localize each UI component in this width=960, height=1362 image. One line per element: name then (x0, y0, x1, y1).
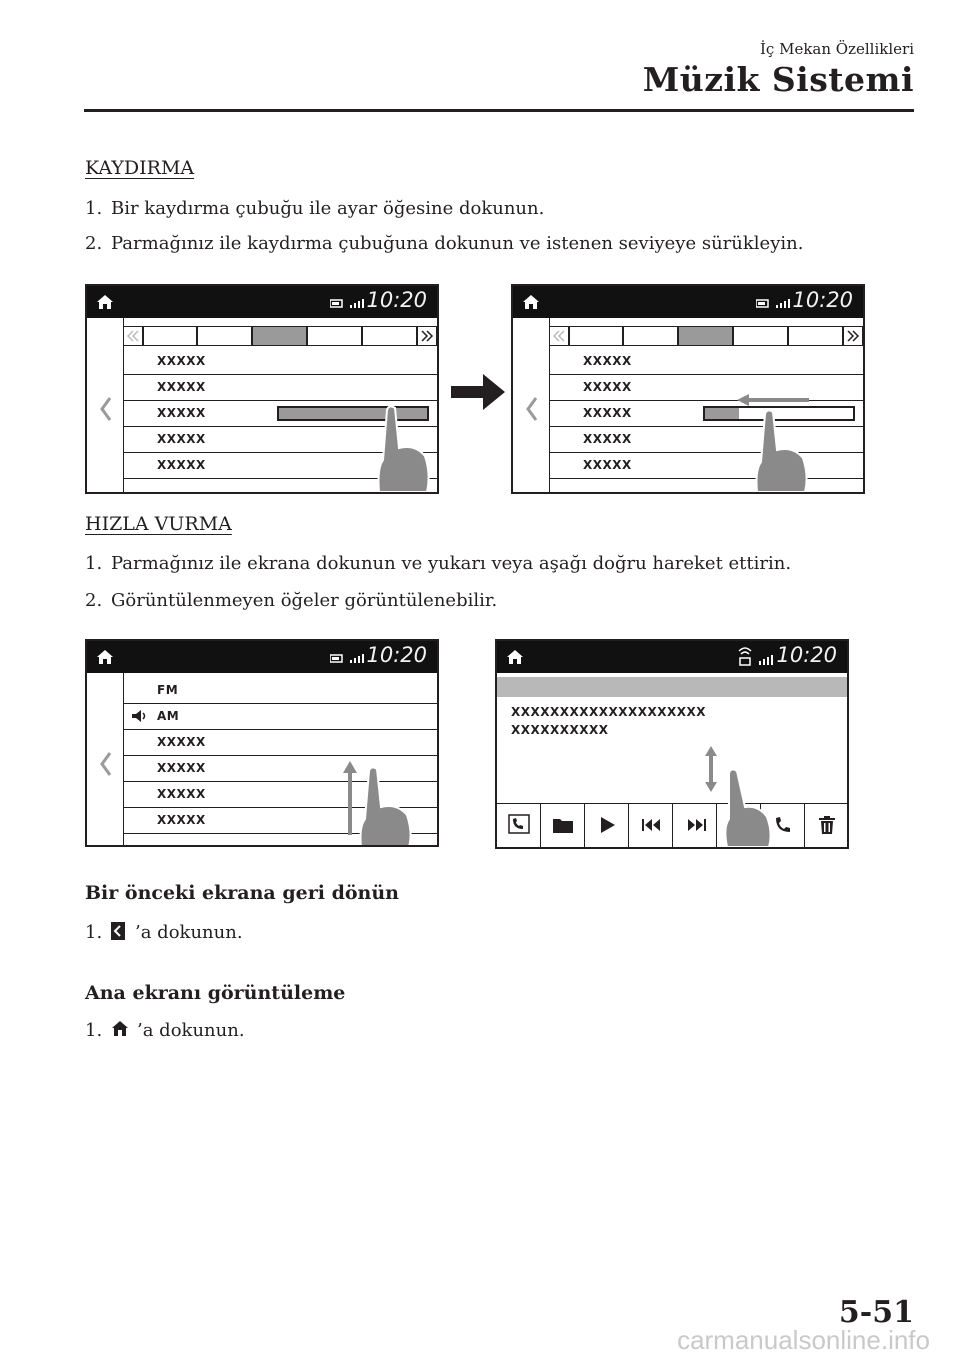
tab-scroll-right[interactable] (843, 326, 863, 346)
tab[interactable] (569, 326, 623, 346)
tab-scroll-left[interactable] (123, 326, 143, 346)
skip-forward-icon (685, 818, 707, 832)
status-bar (497, 641, 847, 673)
radio-list-screen (85, 639, 439, 847)
page-number: 5-51 (838, 1295, 914, 1330)
tab[interactable] (788, 326, 843, 346)
list-item-label: XXXXX (157, 380, 206, 394)
finger-icon (721, 767, 775, 849)
tab[interactable] (143, 326, 197, 346)
finger-icon (753, 408, 811, 494)
tab-selected[interactable] (678, 326, 733, 346)
clock: 10:20 (776, 643, 837, 667)
list-item-label: XXXXX (157, 458, 206, 472)
back-column[interactable] (87, 318, 124, 492)
media-title-bar (497, 677, 847, 697)
back-chevron-icon[interactable] (99, 396, 113, 422)
status-bar (87, 641, 437, 673)
list-item-label: XXXXX (157, 406, 206, 420)
clock: 10:20 (366, 288, 427, 312)
tab-scroll-left[interactable] (549, 326, 569, 346)
list-item[interactable] (549, 374, 863, 401)
step-number: 2. (85, 233, 103, 254)
step-text: Görüntülenmeyen öğeler görüntülenebilir. (111, 590, 498, 611)
tab[interactable] (197, 326, 252, 346)
finger-icon (357, 765, 415, 847)
list-item-fm[interactable] (123, 677, 437, 704)
tab[interactable] (307, 326, 362, 346)
clock: 10:20 (792, 288, 853, 312)
delete-button[interactable] (805, 803, 847, 847)
phone-media-button[interactable] (497, 803, 541, 847)
tab[interactable] (362, 326, 417, 346)
list-item[interactable] (549, 426, 863, 453)
back-column[interactable] (513, 318, 550, 492)
back-heading: Bir önceki ekrana geri dönün (85, 882, 399, 904)
phone-icon (773, 815, 795, 835)
double-chevron-left-icon (124, 327, 142, 345)
list-item-label: XXXXX (157, 813, 206, 827)
list-item-label: XXXXX (157, 735, 206, 749)
list-item-am[interactable] (123, 703, 437, 730)
header-rule (84, 109, 914, 112)
flick-step-1 (85, 553, 791, 574)
step-text: ’a dokunun. (135, 922, 243, 943)
back-column[interactable] (87, 673, 124, 845)
play-icon (599, 815, 617, 835)
list-item[interactable] (549, 452, 863, 479)
home-icon[interactable] (505, 648, 525, 666)
home-icon[interactable] (95, 648, 115, 666)
step-number: 2. (85, 590, 103, 611)
step-number: 1. (85, 1020, 103, 1041)
step-number: 1. (85, 198, 103, 219)
home-step-1 (85, 1020, 245, 1041)
wifi-signal-icon (737, 645, 781, 669)
list-item[interactable] (549, 348, 863, 375)
scroll-heading: KAYDIRMA (85, 157, 195, 179)
skip-back-icon (641, 818, 663, 832)
step-text: Parmağınız ile ekrana dokunun ve yukarı veya aşağı doğru hareket ettirin. (111, 553, 792, 574)
list-item-label: XXXXX (583, 380, 632, 394)
home-heading: Ana ekranı görüntüleme (85, 982, 346, 1004)
folder-button[interactable] (541, 803, 585, 847)
list-item-label: FM (157, 683, 179, 697)
home-button-icon (111, 1020, 129, 1038)
double-chevron-right-icon (418, 327, 436, 345)
back-button-icon (111, 922, 125, 940)
tab-selected[interactable] (252, 326, 307, 346)
list-item-label: XXXXX (157, 354, 206, 368)
tab-scroll-right[interactable] (417, 326, 437, 346)
media-player-screen (495, 639, 849, 849)
tab[interactable] (623, 326, 678, 346)
step-text: Bir kaydırma çubuğu ile ayar öğesine dokunun. (111, 198, 545, 219)
back-chevron-icon[interactable] (525, 396, 539, 422)
flick-step-2 (85, 590, 497, 611)
list-item[interactable] (123, 729, 437, 756)
step-text: ’a dokunun. (137, 1020, 245, 1041)
flick-updown-arrow-icon (703, 745, 719, 793)
home-icon[interactable] (521, 293, 541, 311)
list-item-label: XXXXX (157, 787, 206, 801)
finger-icon (375, 404, 433, 494)
back-step-1 (85, 922, 243, 943)
list-item-label: XXXXX (583, 406, 632, 420)
page-title: Müzik Sistemi (642, 60, 914, 99)
step-number: 1. (85, 922, 103, 943)
transition-arrow-icon (449, 372, 507, 412)
step-number: 1. (85, 553, 103, 574)
phone-media-icon (507, 813, 531, 835)
list-item-label: XXXXX (157, 432, 206, 446)
next-track-button[interactable] (673, 803, 717, 847)
battery-signal-icon (330, 298, 370, 310)
speaker-icon (131, 709, 147, 723)
trash-icon (817, 815, 837, 835)
scroll-screen-before (85, 284, 439, 494)
list-item-slider[interactable] (549, 400, 863, 427)
home-icon[interactable] (95, 293, 115, 311)
flick-heading: HIZLA VURMA (85, 513, 232, 535)
list-item-label: XXXXX (583, 354, 632, 368)
watermark: carmanualsonline.info (677, 1325, 930, 1355)
clock: 10:20 (366, 643, 427, 667)
battery-signal-icon (330, 653, 370, 665)
status-bar (513, 286, 863, 318)
folder-icon (551, 815, 575, 835)
double-chevron-left-icon (550, 327, 568, 345)
battery-signal-icon (756, 298, 796, 310)
list-item-label: XXXXX (157, 761, 206, 775)
step-text: Parmağınız ile kaydırma çubuğuna dokunun ve istenen seviyeye sürükleyin. (111, 233, 804, 254)
status-bar (87, 286, 437, 318)
previous-track-button[interactable] (629, 803, 673, 847)
slider-fill (705, 408, 739, 419)
media-track-artist: XXXXXXXXXX (511, 723, 609, 737)
list-item[interactable] (123, 374, 437, 401)
list-item[interactable] (123, 348, 437, 375)
double-chevron-right-icon (844, 327, 862, 345)
scroll-step-2 (85, 233, 803, 254)
tab[interactable] (733, 326, 788, 346)
media-track-title: XXXXXXXXXXXXXXXXXXXX (511, 705, 707, 719)
list-item-label: AM (157, 709, 180, 723)
chapter-label: İç Mekan Özellikleri (760, 40, 914, 58)
back-chevron-icon[interactable] (99, 751, 113, 777)
drag-left-arrow-icon (735, 392, 811, 408)
play-button[interactable] (585, 803, 629, 847)
list-item-label: XXXXX (583, 432, 632, 446)
scroll-step-1 (85, 198, 544, 219)
list-item-label: XXXXX (583, 458, 632, 472)
scroll-screen-after (511, 284, 865, 494)
